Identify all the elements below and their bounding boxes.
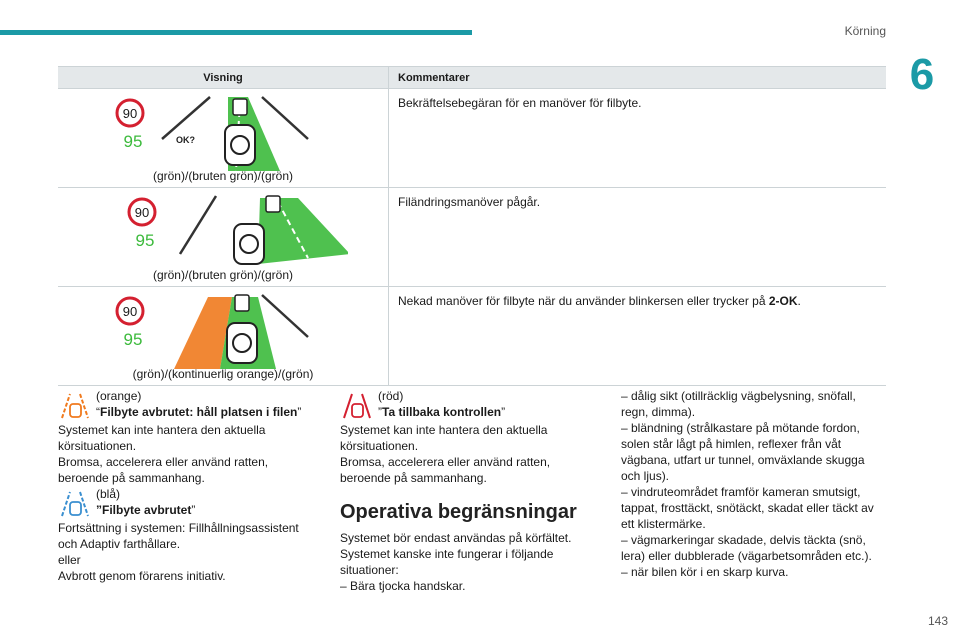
list-item: – dålig sikt (otillräcklig vägbelysning, snöfall, regn, dimma).	[621, 389, 856, 419]
body-text: Systemet kanske inte fungerar i följande situationer:	[340, 547, 554, 577]
alert-text: eller	[58, 553, 81, 567]
alert-color-label: (röd)	[378, 389, 404, 403]
ok-key-label: 2-OK	[768, 294, 798, 308]
chapter-number: 6	[909, 50, 935, 99]
list-item: – bländning (strålkastare på mötande fordon, solen står lågt på himlen, reflexer från våt vägbana, utfart ur tunnel, omväxlande skugga och ljus).	[621, 421, 865, 483]
display-table	[58, 66, 886, 386]
display-caption: (grön)/(kontinuerlig orange)/(grön)	[132, 367, 314, 381]
right-lane-line	[262, 295, 308, 337]
blue-alert-block	[58, 486, 310, 520]
red-alert-block	[340, 388, 590, 422]
lane-change-confirm-illustration	[108, 95, 348, 171]
car-icon	[227, 323, 257, 363]
orange-alert-block	[58, 388, 310, 422]
display-cell	[58, 287, 389, 385]
left-column	[58, 388, 310, 584]
lane-change-in-progress-illustration	[108, 194, 348, 270]
ok-prompt-label: OK?	[176, 135, 195, 145]
display-caption: (grön)/(bruten grön)/(grön)	[152, 268, 294, 282]
speed-limit-value: 90	[134, 205, 150, 220]
alert-color-label: (orange)	[96, 389, 142, 403]
display-caption: (grön)/(bruten grön)/(grön)	[152, 169, 294, 183]
list-item: – vägmarkeringar skadade, delvis täckta (snö, lera) eller dubblerade (vägarbetsområden etc.).	[621, 533, 872, 563]
set-speed-value: 95	[123, 330, 143, 349]
display-cell	[58, 188, 389, 286]
blue-lane-alert-icon	[58, 488, 92, 518]
left-lane-line	[162, 97, 210, 139]
middle-column	[340, 388, 590, 594]
set-speed-value: 95	[135, 231, 155, 250]
header-accent-bar	[0, 30, 472, 35]
alert-color-label: (blå)	[96, 487, 121, 501]
comment-cell: Nekad manöver för filbyte när du använder blinkersen eller trycker på 2-OK.	[398, 294, 801, 308]
list-item: – när bilen kör i en skarp kurva.	[621, 565, 789, 579]
car-icon	[225, 125, 255, 165]
section-name: Körning	[844, 24, 886, 38]
red-take-control-icon	[340, 390, 374, 420]
alert-text: Bromsa, accelerera eller använd ratten, beroende på sammanhang.	[58, 455, 269, 485]
set-speed-value: 95	[123, 132, 143, 151]
vehicle-ahead-icon	[235, 295, 249, 311]
right-lane-line	[262, 97, 308, 139]
comment-cell: Filändringsmanöver pågår.	[398, 195, 541, 209]
alert-text: Bromsa, accelerera eller använd ratten, beroende på sammanhang.	[340, 455, 551, 485]
header-visning: Visning	[58, 67, 389, 88]
comment-cell: Bekräftelsebegäran för en manöver för filbyte.	[398, 96, 642, 110]
vehicle-ahead-icon	[233, 99, 247, 115]
car-icon	[234, 224, 264, 264]
left-lane-line	[180, 196, 216, 254]
alert-title: ”Filbyte avbrutet”	[96, 503, 196, 517]
speed-limit-value: 90	[122, 304, 138, 319]
alert-text: Systemet kan inte hantera den aktuella körsituationen.	[340, 423, 548, 453]
speed-limit-value: 90	[122, 106, 138, 121]
orange-lane-alert-icon	[58, 390, 92, 420]
section-heading: Operativa begränsningar	[340, 501, 577, 523]
table-row	[58, 287, 886, 386]
table-header	[58, 67, 886, 89]
display-cell	[58, 89, 389, 187]
right-column	[621, 388, 886, 580]
page-number: 143	[927, 614, 948, 628]
vehicle-ahead-icon	[266, 196, 280, 212]
header-kommentarer: Kommentarer	[398, 72, 470, 84]
list-item: – Bära tjocka handskar.	[340, 579, 466, 593]
comment-text: Nekad manöver för filbyte när du använder blinkersen eller trycker på	[398, 294, 769, 308]
alert-text: Systemet kan inte hantera den aktuella körsituationen.	[58, 423, 266, 453]
body-text: Systemet bör endast användas på körfältet.	[340, 531, 572, 545]
alert-text: Fortsättning i systemen: Fillhållningsassistent och Adaptiv farthållare.	[58, 521, 299, 551]
alert-text: Avbrott genom förarens initiativ.	[58, 569, 226, 583]
table-row	[58, 188, 886, 287]
table-row	[58, 89, 886, 188]
alert-title: ”Ta tillbaka kontrollen”	[378, 405, 506, 419]
lane-change-refused-illustration	[108, 293, 348, 369]
list-item: – vindruteområdet framför kameran smutsigt, tappat, frosttäckt, snötäckt, skadat eller täckt av ett klistermärke.	[621, 485, 874, 531]
alert-title: “Filbyte avbrutet: håll platsen i filen”	[96, 405, 302, 419]
